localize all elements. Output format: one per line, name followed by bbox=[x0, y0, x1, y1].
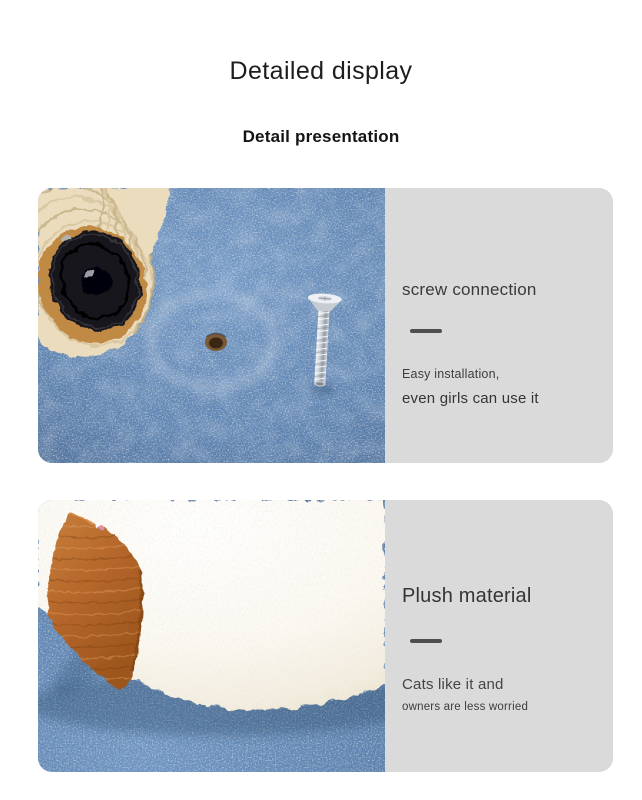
detail-line-1: Cats like it and bbox=[402, 676, 504, 693]
card-info-panel bbox=[385, 500, 613, 772]
plush-material-photo-image bbox=[38, 500, 385, 772]
card-title: Plush material bbox=[402, 585, 532, 607]
detail-card-plush-material bbox=[38, 500, 613, 772]
card-info-panel bbox=[385, 188, 613, 463]
card-title: screw connection bbox=[402, 280, 537, 299]
detail-line-2: owners are less worried bbox=[402, 701, 529, 713]
detail-card-screw-connection bbox=[38, 188, 613, 463]
screw-hole bbox=[205, 333, 227, 351]
pink-thread-bead bbox=[99, 526, 104, 531]
page-title: Detailed display bbox=[229, 57, 413, 85]
screw-connection-photo bbox=[38, 188, 385, 463]
divider-dash bbox=[410, 329, 442, 333]
detail-line-1: Easy installation, bbox=[402, 367, 500, 381]
screw-connection-photo-image bbox=[38, 188, 385, 463]
detail-line-2: even girls can use it bbox=[402, 390, 539, 407]
divider-dash bbox=[410, 639, 442, 643]
plush-material-photo bbox=[38, 500, 385, 772]
section-subtitle: Detail presentation bbox=[242, 127, 400, 146]
